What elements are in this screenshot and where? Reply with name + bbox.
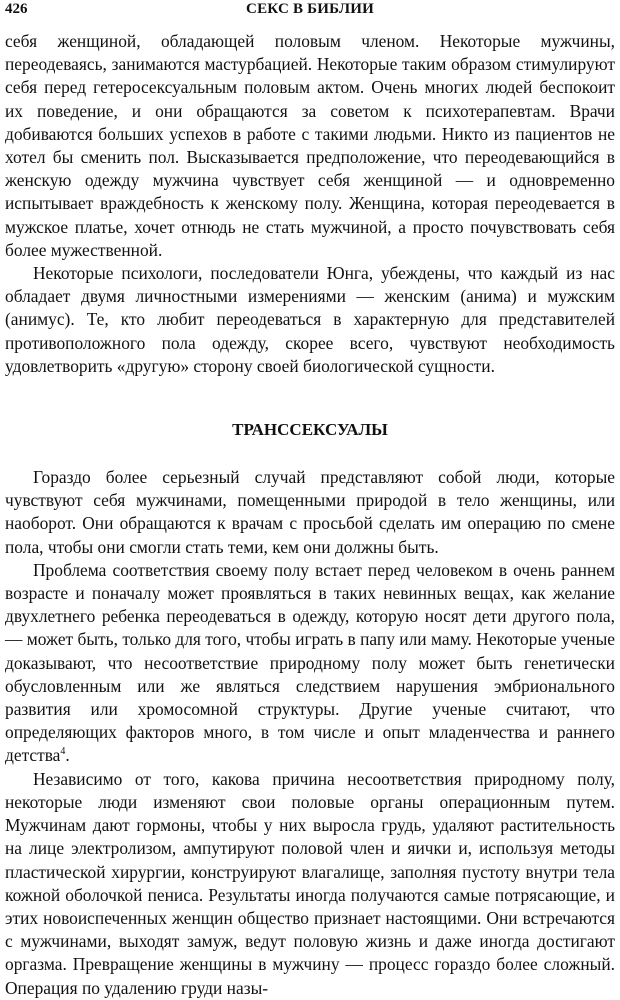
paragraph-transsexuals-intro: Гораздо более серьезный случай представляют собой люди, которые чувствуют себя мужчинами, помещенными природой в тело женщины, или наоборот. Они обращаются к врачам с просьбой сделать им операцию по смене пола, чтобы они смогли стать теми, кем они должны быть.: [5, 467, 615, 557]
running-title: СЕКС В БИБЛИИ: [246, 1, 374, 17]
paragraph-gender-identity-text: Проблема соответствия своему полу встает перед человеком в очень раннем возрасте и поначалу может проявляться в таких невинных вещах, как желание двухлетнего ребенка переодеваться в одежду, которую носят дети другого пола, — может быть, только для того, чтобы играть в папу или маму. Некоторые ученые доказывают, что несоответствие природному полу может быть генетически обусловленным или же являться следствием нарушения эмбрионального развития или хромосомной структуры. Другие ученые считают, что определяющих факторов много, в том числе и опыт младенчества и раннего детства: [5, 559, 615, 766]
paragraph-gender-identity: [5, 559, 615, 768]
footnote-marker[interactable]: 4: [60, 746, 66, 758]
paragraph-jung: Некоторые психологи, последователи Юнга, убеждены, что каждый из нас обладает двумя личностными измерениями — женским (анима) и мужским (анимус). Те, кто любит переодеваться в характерную для представителей противоположного пола одежду, скорее всего, чувствуют необходимость удовлетворить «другую» сторону своей биологической сущности.: [5, 263, 615, 376]
page-number: 426: [5, 1, 28, 17]
paragraph-continued: себя женщиной, обладающей половым членом. Некоторые мужчины, переодеваясь, занимаются мастурбацией. Некоторые таким образом стимулируют себя перед гетеросексуальным половым актом. Очень многих людей беспокоит их поведение, и они обращаются за советом к психотерапевтам. Врачи добиваются больших успехов в работе с такими людьми. Никто из пациентов не хотел бы сменить пол. Высказывается предположение, что переодевающийся в женскую одежду мужчина чувствует себя женщиной — и одновременно испытывает враждебность к женскому полу. Женщина, которая переодевается в мужское платье, хочет отнюдь не стать мужчиной, а просто почувствовать себя более мужественной.: [5, 31, 615, 260]
paragraph-surgery: Независимо от того, какова причина несоответствия природному полу, некоторые люди изменяют свои половые органы операционным путем. Мужчинам дают гормоны, чтобы у них выросла грудь, удаляют растительность на лице электролизом, ампутируют половой член и яички и, используя методы пластической хирургии, конструируют влагалище, заполняя пустоту внутри тела кожной оболочкой пениса. Результаты иногда получаются самые потрясающие, и этих новоиспеченных женщин общество признает настоящими. Они встречаются с мужчинами, выходят замуж, ведут половую жизнь и даже иногда достигают оргазма. Превращение женщины в мужчину — процесс гораздо более сложный. Операция по удалению груди назы-: [5, 768, 615, 998]
sentence-end: .: [65, 745, 70, 766]
page-header: [5, 0, 615, 22]
section-heading: ТРАНССЕКСУАЛЫ: [232, 420, 388, 440]
page-body: [5, 30, 615, 1000]
